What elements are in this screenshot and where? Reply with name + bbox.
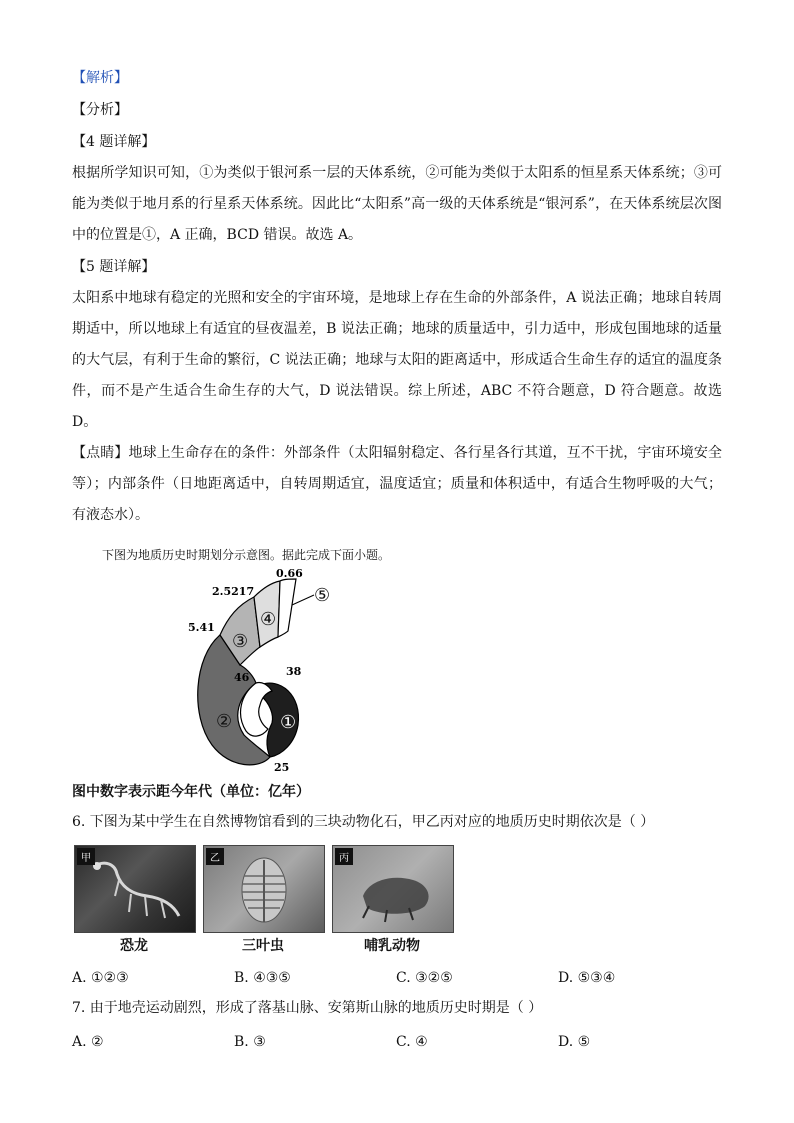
segment-label-5: ⑤ [314, 585, 331, 606]
photo-label-yi: 三叶虫 [242, 938, 284, 954]
q5-explanation: 太阳系中地球有稳定的光照和安全的宇宙环境，是地球上存在生命的外部条件，A 说法正确；地球自转周期适中，所以地球上有适宜的昼夜温差，B 说法正确；地球的质量适中，引力适中，形成包围地球的适量的大气层，有利于生命的繁衍，C 说法正确；地球与太阳的距离适中，形成适合生命生存的适宜的温度条件，而不是产生适合生命生存的大气，D 说法错误。综上所述，ABC 不符合题意，D 符合题意。故选 D。 [72, 290, 722, 430]
age-label-2.5217: 2.5217 [212, 585, 255, 598]
analysis-heading: 【解析】 [72, 70, 128, 86]
question-7-stem: 7. 由于地壳运动剧烈，形成了落基山脉、安第斯山脉的地质历史时期是（ ） [72, 1000, 543, 1016]
q4-explanation: 根据所学知识可知，①为类似于银河系一层的天体系统，②可能为类似于太阳系的恒星系天体系统；③可能为类似于地月系的行星系天体系统。因此比“太阳系”高一级的天体系统是“银河系”，在天体系统层次图中的位置是①，A 正确，BCD 错误。故选 A。 [72, 165, 722, 243]
geologic-time-diagram [132, 565, 392, 775]
segment-label-2: ② [216, 711, 233, 732]
q6-option-b[interactable]: B. ④③⑤ [234, 970, 291, 986]
q6-option-d[interactable]: D. ⑤③④ [558, 970, 616, 986]
age-label-0.66: 0.66 [276, 567, 303, 580]
fossil-photo-yi [203, 845, 323, 959]
age-label-46: 46 [234, 671, 250, 684]
q6-option-c[interactable]: C. ③②⑤ [396, 970, 453, 986]
photo-label-bing: 哺乳动物 [364, 938, 420, 954]
spiral-diagram-svg [132, 565, 392, 775]
segment-5 [278, 579, 296, 637]
q7-option-a[interactable]: A. ② [72, 1034, 104, 1050]
question-7-options [72, 1027, 722, 1057]
diagram-caption: 图中数字表示距今年代（单位：亿年） [72, 784, 310, 800]
photo-label-jia: 恐龙 [120, 938, 148, 954]
photo-tag-jia: 甲 [77, 848, 95, 865]
document-page [72, 62, 722, 1057]
fenxi-heading: 【分析】 [72, 102, 128, 118]
question-6-options [72, 963, 722, 993]
q5-heading: 【5 题详解】 [72, 259, 156, 275]
diagram-intro: 下图为地质历史时期划分示意图。据此完成下面小题。 [102, 548, 391, 562]
key-point: 【点睛】地球上生命存在的条件：外部条件（太阳辐射稳定、各行星各行其道，互不干扰，宇宙环境安全等）；内部条件（日地距离适中，自转周期适宜，温度适宜；质量和体积适中，有适合生物呼吸的大气；有液态水）。 [72, 445, 722, 523]
segment-label-4: ④ [260, 609, 277, 630]
q4-heading: 【4 题详解】 [72, 134, 156, 150]
age-label-38: 38 [286, 665, 302, 678]
fossil-photo-jia [74, 845, 194, 959]
fossil-photo-bing [332, 845, 452, 959]
question-6-stem: 6. 下图为某中学生在自然博物馆看到的三块动物化石，甲乙丙对应的地质历史时期依次是（ ） [72, 814, 655, 830]
age-label-5.41: 5.41 [188, 621, 215, 634]
segment-label-3: ③ [232, 631, 249, 652]
q6-option-a[interactable]: A. ①②③ [72, 970, 129, 986]
fossil-photos [74, 845, 722, 959]
segment-label-1: ① [280, 712, 297, 733]
q7-option-d[interactable]: D. ⑤ [558, 1034, 591, 1050]
photo-tag-bing: 丙 [335, 848, 353, 865]
q7-option-c[interactable]: C. ④ [396, 1034, 428, 1050]
age-label-25: 25 [274, 761, 290, 774]
photo-tag-yi: 乙 [206, 848, 224, 865]
q7-option-b[interactable]: B. ③ [234, 1034, 266, 1050]
